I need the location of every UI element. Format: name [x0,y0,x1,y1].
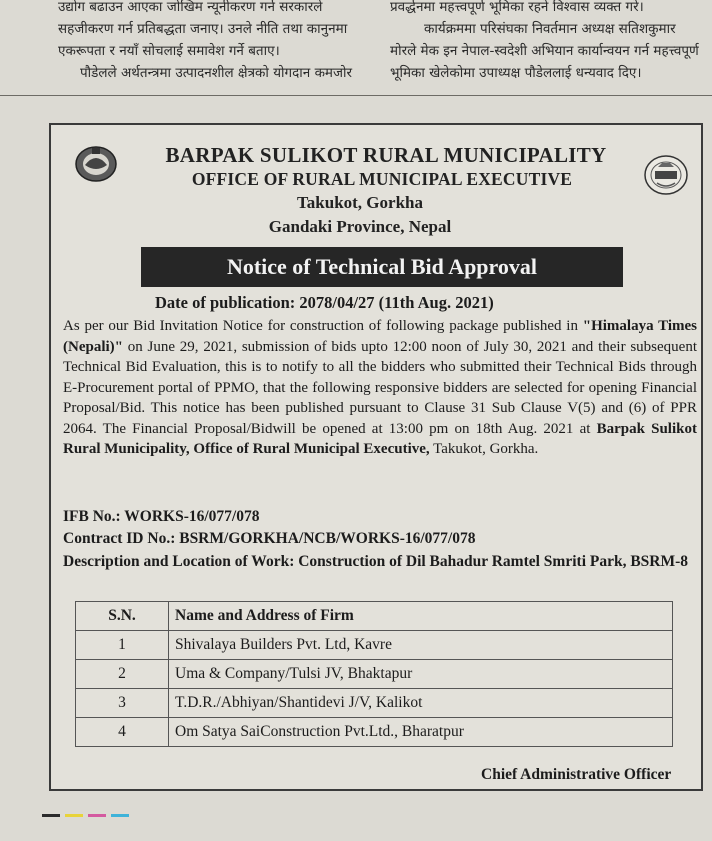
news-line: कार्यक्रममा परिसंघका निवर्तमान अध्यक्ष सतिशकुमार [424,21,676,37]
province-name: Gandaki Province, Nepal [268,217,452,236]
office-name: OFFICE OF RURAL MUNICIPAL EXECUTIVE [191,169,573,189]
row-sn: 4 [76,718,169,747]
table-row [76,689,673,718]
news-line: एकरूपता र नयाँ सोचलाई समावेश गर्ने बताए। [58,43,280,59]
table-row [76,631,673,660]
row-sn: 3 [76,689,169,718]
news-excerpt [0,0,712,92]
body-intro: As per our Bid Invitation Notice for construction of following package published in [63,318,583,334]
column-header-firm: Name and Address of Firm [169,602,673,631]
publication-date-label: Date of publication: [155,293,296,312]
row-firm: Om Satya SaiConstruction Pvt.Ltd., Bharatpur [169,718,673,747]
publication-date-value: 2078/04/27 (11th Aug. 2021) [299,293,494,312]
news-line: मोरले मेक इन नेपाल-स्वदेशी अभियान कार्यान्वयन गर्न महत्त्वपूर्ण [390,43,699,59]
notice-title: Notice of Technical Bid Approval [141,247,623,287]
registration-marks [42,804,134,808]
contract-id: Contract ID No.: BSRM/GORKHA/NCB/WORKS-16/077/078 [63,530,476,547]
table-row [76,660,673,689]
row-sn: 1 [76,631,169,660]
newspaper-name: "Himalaya Times (Nepali)" [63,318,697,355]
column-divider [0,95,712,96]
registration-mark [111,814,129,817]
column-header-sn: S.N. [76,602,169,631]
office-location: Takukot, Gorkha [297,193,423,212]
news-line: उद्योग बढाउन आएका जोखिम न्यूनीकरण गर्न सरकारले [58,0,323,15]
news-line: भूमिका खेलेकोमा उपाध्यक्ष पौडेललाई धन्यवाद दिए। [390,65,642,81]
table-header-row [76,602,673,631]
table-row [76,718,673,747]
opening-venue: Barpak Sulikot Rural Municipality, Office of Rural Municipal Executive, [63,420,697,457]
body-end: Takukot, Gorkha. [429,441,539,457]
signatory-title: Chief Administrative Officer [481,766,672,783]
news-line: प्रवर्द्धनमा महत्त्वपूर्ण भूमिका रहने विश्वास व्यक्त गरे। [390,0,644,15]
row-firm: Uma & Company/Tulsi JV, Bhaktapur [169,660,673,689]
registration-mark [88,814,106,817]
ifb-number: IFB No.: WORKS-16/077/078 [63,508,260,525]
row-sn: 2 [76,660,169,689]
news-line: पौडेलले अर्थतन्त्रमा उत्पादनशील क्षेत्रको योगदान कमजोर [80,65,353,81]
registration-mark [42,814,60,817]
registration-mark [65,814,83,817]
news-line: सहजीकरण गर्न प्रतिबद्धता जनाए। उनले नीति तथा कानुनमा [58,21,348,37]
publication-date [155,293,494,313]
row-firm: Shivalaya Builders Pvt. Ltd, Kavre [169,631,673,660]
news-column-right [390,0,708,84]
municipality-name: BARPAK SULIKOT RURAL MUNICIPALITY [165,143,607,167]
notice-body [63,316,697,460]
notice-box [49,123,703,791]
responsive-bidders-table [75,601,673,747]
news-column-left [58,0,376,84]
body-main: on June 29, 2021, submission of bids upto 12:00 noon of July 30, 2021 and their subsequent Technical Bid Evaluation, this is to notify to all the bidders who submitted their Technical Bids through E-Procurement portal of PPMO, that the following responsive bidders are selected for opening Financial Proposal/Bid. This notice has been published pursuant to Clause 31 Sub Clause V(5) and (6) of PPR 2064. The Financial Proposal/Bidwill be opened at 13:00 pm on 18th Aug. 2021 at [63,338,697,437]
work-description: Description and Location of Work: Construction of Dil Bahadur Ramtel Smriti Park, BSRM-8 [63,553,689,570]
row-firm: T.D.R./Abhiyan/Shantidevi J/V, Kalikot [169,689,673,718]
